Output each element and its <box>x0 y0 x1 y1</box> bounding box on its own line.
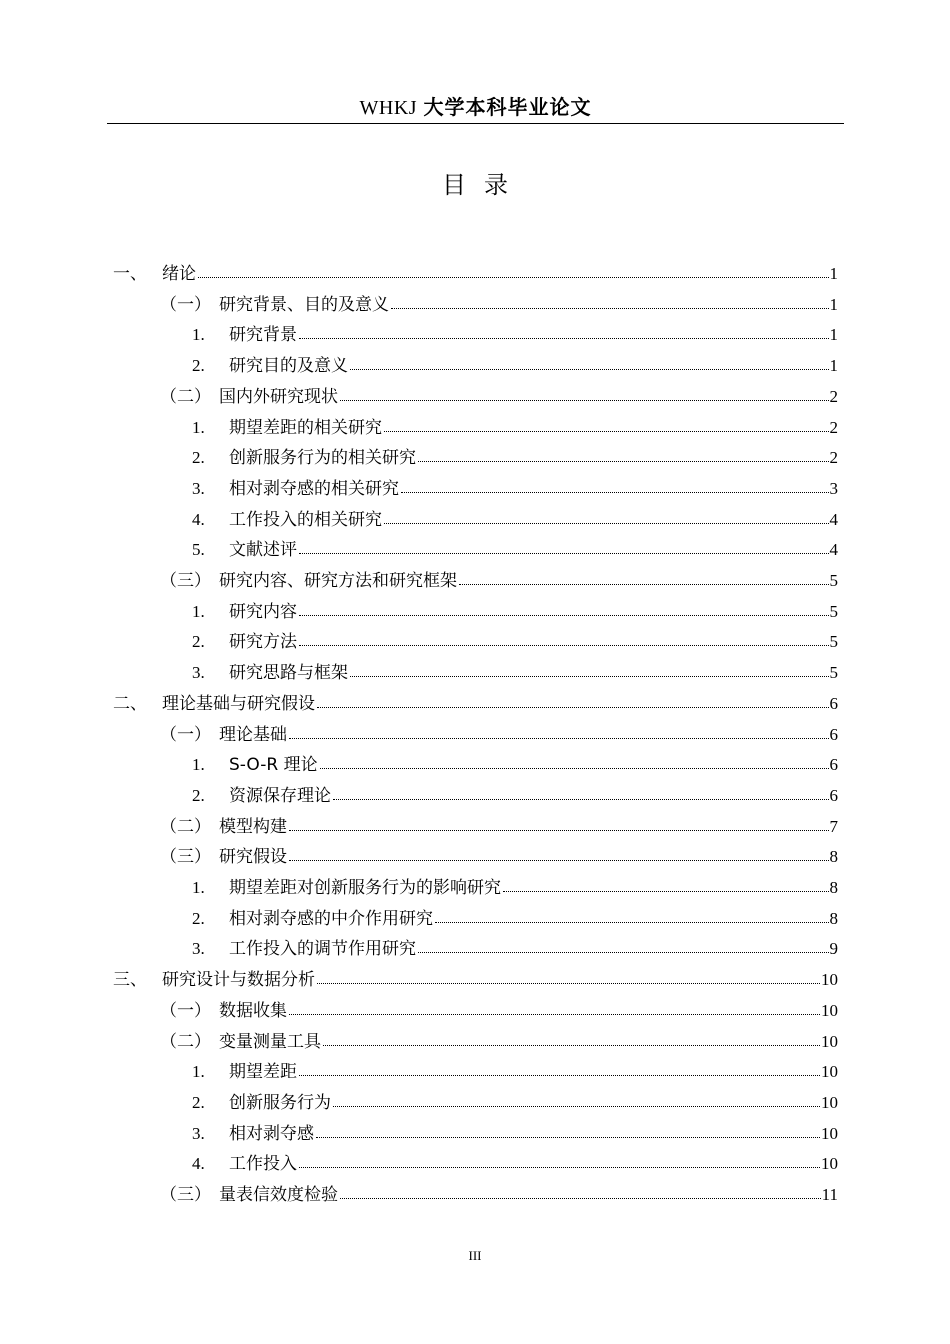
dot-leader <box>418 461 829 462</box>
toc-entry-level-3[interactable] <box>192 600 838 624</box>
toc-entry-page: 7 <box>829 816 838 836</box>
toc-entry-number: （三） <box>160 847 211 868</box>
toc-entry-title: 绪论 <box>162 264 196 284</box>
toc-entry-page: 8 <box>829 878 838 897</box>
toc-entry-page: 5 <box>829 632 838 652</box>
toc-entry-number: 2. <box>192 356 205 376</box>
toc-entry-number: 3. <box>192 663 205 683</box>
toc-entry-number: 一、 <box>113 264 147 284</box>
toc-entry-title: 创新服务行为 <box>229 1092 331 1113</box>
toc-entry-number: 二、 <box>113 693 147 714</box>
toc-entry-number: （三） <box>160 1185 211 1205</box>
toc-entry-page: 4 <box>829 540 838 560</box>
dot-leader <box>384 523 829 524</box>
toc-entry-number: 1. <box>192 1062 205 1082</box>
toc-entry-number: 1. <box>192 878 205 897</box>
toc-entry-title: 相对剥夺感 <box>229 1123 314 1144</box>
toc-entry-page: 10 <box>821 1062 838 1082</box>
toc-entry-level-3[interactable] <box>192 1060 838 1084</box>
page-number-footer: III <box>468 1248 482 1263</box>
toc-entry-title: 期望差距的相关研究 <box>229 417 382 438</box>
toc-entry-number: 3. <box>192 939 205 959</box>
dot-leader <box>323 1045 820 1046</box>
dot-leader <box>299 645 829 646</box>
toc-entry-page: 1 <box>829 325 838 345</box>
toc-entry-page: 10 <box>821 1154 838 1174</box>
header-rule <box>107 123 844 124</box>
toc-entry-level-2[interactable] <box>160 569 838 593</box>
dot-leader <box>299 338 829 339</box>
dot-leader <box>435 922 829 923</box>
dot-leader <box>401 492 829 493</box>
toc-entry-title: 研究思路与框架 <box>229 663 348 684</box>
toc-entry-title: 变量测量工具 <box>219 1031 321 1052</box>
dot-leader <box>317 983 820 984</box>
toc-entry-title: 研究背景、目的及意义 <box>219 294 389 315</box>
toc-entry-title: 资源保存理论 <box>229 785 331 806</box>
toc-entry-level-3[interactable] <box>192 1152 838 1176</box>
toc-entry-level-2[interactable] <box>160 1183 838 1207</box>
toc-entry-level-1[interactable] <box>113 262 838 286</box>
toc-entry-level-3[interactable] <box>192 323 838 347</box>
toc-entry-level-3[interactable] <box>192 753 838 777</box>
toc-entry-level-3[interactable] <box>192 630 838 654</box>
toc-entry-page: 5 <box>829 663 838 683</box>
toc-entry-page: 8 <box>829 908 838 928</box>
toc-entry-page: 6 <box>829 755 838 775</box>
toc-title-char: 目 <box>442 171 466 199</box>
dot-leader <box>320 768 829 769</box>
dot-leader <box>418 952 829 953</box>
toc-entry-title: 理论基础与研究假设 <box>162 693 315 714</box>
toc-entry-level-3[interactable] <box>192 354 838 378</box>
toc-entry-page: 2 <box>829 448 838 468</box>
dot-leader <box>299 1167 820 1168</box>
toc-entry-level-2[interactable] <box>160 845 838 869</box>
toc-entry-title: 期望差距 <box>229 1062 297 1083</box>
toc-entry-page: 3 <box>829 478 838 498</box>
toc-title <box>0 168 950 202</box>
toc-entry-level-1[interactable] <box>113 968 838 992</box>
toc-entry-title: 研究内容 <box>229 601 297 622</box>
toc-entry-title: 工作投入 <box>229 1154 297 1175</box>
dot-leader <box>316 1137 820 1138</box>
toc-entry-number: 3. <box>192 478 205 498</box>
toc-entry-page: 10 <box>821 1092 838 1112</box>
toc-entry-page: 10 <box>821 970 838 990</box>
dot-leader <box>198 277 829 278</box>
header-school-code: WHKJ <box>359 97 418 119</box>
toc-entry-number: 5. <box>192 540 205 560</box>
toc-entry-title: 研究假设 <box>219 847 287 868</box>
toc-entry-page: 6 <box>829 724 838 744</box>
toc-entry-number: 2. <box>192 632 205 652</box>
dot-leader <box>503 891 829 892</box>
toc-entry-number: 1. <box>192 755 205 775</box>
toc-entry-title: 期望差距对创新服务行为的影响研究 <box>229 878 501 898</box>
toc-entry-number: （二） <box>160 386 211 407</box>
toc-entry-level-3[interactable] <box>192 1122 838 1146</box>
dot-leader <box>350 369 829 370</box>
toc-entry-level-2[interactable] <box>160 723 838 747</box>
toc-entry-title: 国内外研究现状 <box>219 386 338 407</box>
header-document-type: 大学本科毕业论文 <box>423 95 592 119</box>
toc-entry-title: 工作投入的调节作用研究 <box>229 939 416 960</box>
toc-entry-page: 11 <box>821 1185 838 1204</box>
toc-entry-number: 4. <box>192 509 205 529</box>
dot-leader <box>333 1106 820 1107</box>
toc-entry-level-3[interactable] <box>192 508 838 532</box>
toc-entry-title: 文献述评 <box>229 540 297 561</box>
toc-entry-page: 10 <box>821 1031 838 1051</box>
toc-entry-level-1[interactable] <box>113 692 838 716</box>
toc-entry-title: 研究内容、研究方法和研究框架 <box>219 571 457 591</box>
toc-entry-page: 1 <box>829 264 838 283</box>
dot-leader <box>340 400 829 401</box>
toc-entry-title: 研究目的及意义 <box>229 356 348 377</box>
dot-leader <box>317 707 829 708</box>
toc-entry-page: 8 <box>829 847 838 867</box>
dot-leader <box>289 738 829 739</box>
toc-entry-page: 1 <box>829 356 838 376</box>
toc-entry-level-3[interactable] <box>192 661 838 685</box>
dot-leader <box>333 799 829 800</box>
toc-entry-number: 1. <box>192 601 205 621</box>
toc-entry-number: 4. <box>192 1154 205 1174</box>
toc-entry-number: 3. <box>192 1123 205 1143</box>
toc-entry-page: 9 <box>829 939 838 959</box>
toc-entry-level-3[interactable] <box>192 538 838 562</box>
toc-entry-page: 10 <box>821 1000 838 1020</box>
toc-entry-title: 模型构建 <box>219 816 287 837</box>
dot-leader <box>350 676 829 677</box>
toc-entry-level-2[interactable] <box>160 385 838 409</box>
toc-entry-number: 2. <box>192 908 205 928</box>
toc-entry-level-3[interactable] <box>192 416 838 440</box>
toc-entry-title: 研究方法 <box>229 632 297 653</box>
dot-leader <box>340 1198 821 1199</box>
toc-entry-page: 1 <box>829 294 838 314</box>
dot-leader <box>299 615 829 616</box>
toc-entry-page: 6 <box>829 785 838 805</box>
toc-entry-title: 相对剥夺感的中介作用研究 <box>229 908 433 929</box>
toc-entry-level-3[interactable] <box>192 477 838 501</box>
toc-entry-title: 研究背景 <box>229 325 297 346</box>
toc-entry-title: 工作投入的相关研究 <box>229 509 382 530</box>
toc-entry-level-2[interactable] <box>160 815 838 839</box>
toc-entry-level-3[interactable] <box>192 784 838 808</box>
toc-entry-title: S-O-R 理论 <box>229 755 318 776</box>
dot-leader <box>391 308 829 309</box>
toc-entry-number: （二） <box>160 816 211 837</box>
toc-entry-level-3[interactable] <box>192 1091 838 1115</box>
dot-leader <box>289 830 829 831</box>
dot-leader <box>459 584 829 585</box>
toc-entry-level-2[interactable] <box>160 999 838 1023</box>
dot-leader <box>289 860 829 861</box>
toc-entry-page: 6 <box>829 693 838 713</box>
toc-entry-page: 5 <box>829 571 838 590</box>
toc-entry-number: 2. <box>192 448 205 468</box>
dot-leader <box>289 1014 820 1015</box>
toc-entry-number: （二） <box>160 1031 211 1052</box>
toc-entry-level-3[interactable] <box>192 937 838 961</box>
toc-entry-title: 相对剥夺感的相关研究 <box>229 478 399 499</box>
toc-entry-number: （一） <box>160 1000 211 1021</box>
toc-entry-page: 4 <box>829 509 838 529</box>
toc-entry-title: 创新服务行为的相关研究 <box>229 448 416 469</box>
dot-leader <box>299 1075 820 1076</box>
toc-entry-number: 2. <box>192 1092 205 1112</box>
toc-entry-level-2[interactable] <box>160 293 838 317</box>
toc-entry-page: 5 <box>829 601 838 621</box>
toc-entry-page: 2 <box>829 417 838 437</box>
toc-entry-level-3[interactable] <box>192 907 838 931</box>
dot-leader <box>384 431 829 432</box>
toc-entry-title: 理论基础 <box>219 724 287 745</box>
toc-entry-number: 三、 <box>113 970 147 991</box>
toc-entry-number: （三） <box>160 571 211 591</box>
toc-entry-page: 10 <box>821 1123 838 1143</box>
toc-entry-page: 2 <box>829 386 838 406</box>
toc-entry-level-3[interactable] <box>192 876 838 900</box>
toc-entry-level-2[interactable] <box>160 1030 838 1054</box>
toc-entry-title: 数据收集 <box>219 1000 287 1021</box>
running-header <box>107 94 844 121</box>
toc-entry-number: （一） <box>160 724 211 745</box>
toc-entry-number: 1. <box>192 417 205 437</box>
toc-entry-number: （一） <box>160 294 211 315</box>
toc-entry-number: 2. <box>192 785 205 805</box>
toc-entry-level-3[interactable] <box>192 446 838 470</box>
toc-entry-title: 量表信效度检验 <box>219 1185 338 1205</box>
toc-entry-number: 1. <box>192 325 205 345</box>
toc-title-char: 录 <box>484 171 508 199</box>
toc-entry-title: 研究设计与数据分析 <box>162 970 315 991</box>
dot-leader <box>299 553 829 554</box>
